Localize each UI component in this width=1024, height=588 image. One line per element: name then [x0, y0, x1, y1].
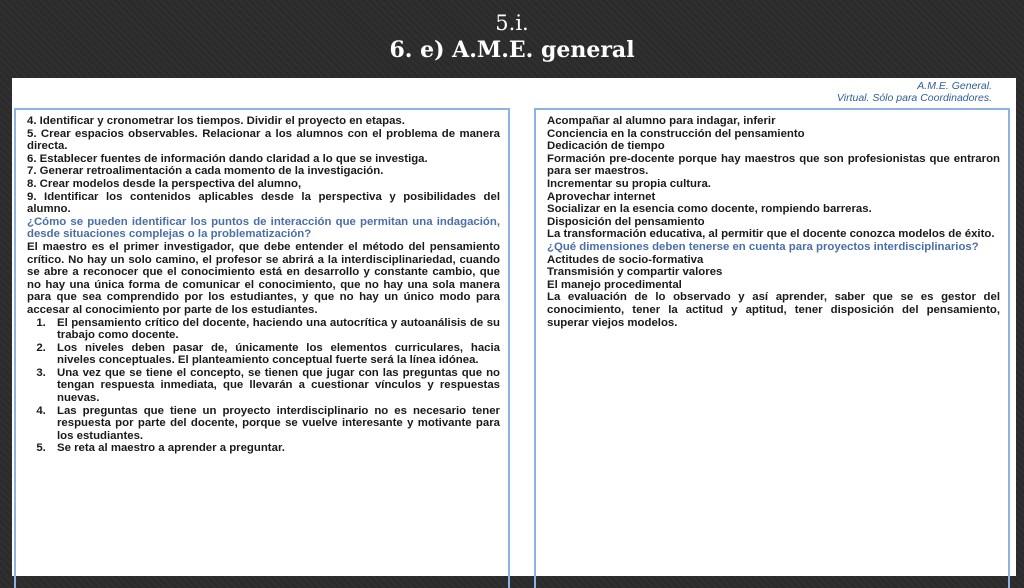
list-item: 5. Se reta al maestro a aprender a preguntar.: [49, 442, 500, 455]
left-line: 7. Generar retroalimentación a cada momento de la investigación.: [27, 165, 384, 178]
left-line: 9. Identificar los contenidos aplicables desde la perspectiva y posibilidades del alumno.: [27, 190, 500, 216]
left-line: 4. Identificar y cronometrar los tiempos. Dividir el proyecto en etapas.: [27, 115, 405, 127]
left-answer: El maestro es el primer investigador, que debe entender el método del pensamiento crítico. No hay un solo camino, el profesor se abrirá a la interdisciplinariedad, cuando se abre a reconocer que el conocimiento está en desarrollo y constante cambio, que no hay una única forma de comunicar el conocimiento, que no hay una sola manera para que sea comprendido por los estudiantes, y que no hay un único modo para accesar al conocimiento por parte de los estudiantes.: [27, 240, 500, 316]
list-item: 1. El pensamiento crítico del docente, haciendo una autocrítica y autoanálisis de su trabajo como docente.: [49, 317, 500, 342]
right-line: La transformación educativa, al permitir que el docente conozca modelos de éxito.: [547, 228, 995, 241]
document-header-line2: Virtual. Sólo para Coordinadores.: [836, 92, 992, 104]
document-image: [12, 78, 1016, 576]
document-header: [837, 80, 992, 104]
left-question: ¿Cómo se pueden identificar los puntos de interacción que permitan una indagación, desde situaciones complejas o la problematización?: [27, 215, 500, 241]
right-column: [534, 108, 1010, 588]
right-line: Acompañar al alumno para indagar, inferir: [547, 115, 776, 127]
right-answer: La evaluación de lo observado y así aprender, saber que se es gestor del conocimiento, tener la actitud y aptitud, tener disposición del pensamiento, superar viejos modelos.: [547, 291, 1000, 329]
left-column: [14, 108, 510, 588]
right-line: Dedicación de tiempo: [547, 140, 665, 153]
right-answer: El manejo procedimental: [547, 278, 682, 291]
slide-title: [0, 10, 1024, 64]
left-line: 5. Crear espacios observables. Relacionar a los alumnos con el problema de manera directa.: [27, 127, 500, 153]
slide-title-line2: 6. e) A.M.E. general: [389, 37, 635, 63]
right-line: Incrementar su propia cultura.: [547, 177, 711, 190]
right-line: Formación pre-docente porque hay maestros que son profesionistas que entraron para ser maestros.: [547, 152, 1000, 178]
right-question: ¿Qué dimensiones deben tenerse en cuenta para proyectos interdisciplinarios?: [547, 240, 979, 253]
left-line: 6. Establecer fuentes de información dando claridad a lo que se investiga.: [27, 152, 428, 165]
left-line: 8. Crear modelos desde la perspectiva del alumno,: [27, 177, 302, 190]
list-item: 4. Las preguntas que tiene un proyecto interdisciplinario no es necesario tener respuesta por parte del docente, porque se vuelve interesante y motivante para los estudiantes.: [49, 405, 500, 443]
right-line: Aprovechar internet: [547, 190, 656, 203]
right-answer: Actitudes de socio-formativa: [547, 253, 704, 266]
list-item: 2. Los niveles deben pasar de, únicamente los elementos curriculares, hacia niveles conceptuales. El planteamiento conceptual fuerte será la línea idónea.: [49, 342, 500, 367]
left-numbered-list: [27, 317, 500, 456]
list-item: 3. Una vez que se tiene el concepto, se tienen que jugar con las preguntas que no tengan respuesta inmediata, que llevarán a cuestionar vínculos y respuestas nuevas.: [49, 367, 500, 405]
right-line: Disposición del pensamiento: [547, 215, 705, 228]
right-line: Socializar en la esencia como docente, rompiendo barreras.: [547, 203, 872, 216]
document-header-line1: A.M.E. General.: [917, 80, 992, 92]
slide-title-line1: 5.i.: [495, 11, 529, 35]
right-answer: Transmisión y compartir valores: [547, 266, 723, 279]
right-line: Conciencia en la construcción del pensamiento: [547, 127, 805, 140]
